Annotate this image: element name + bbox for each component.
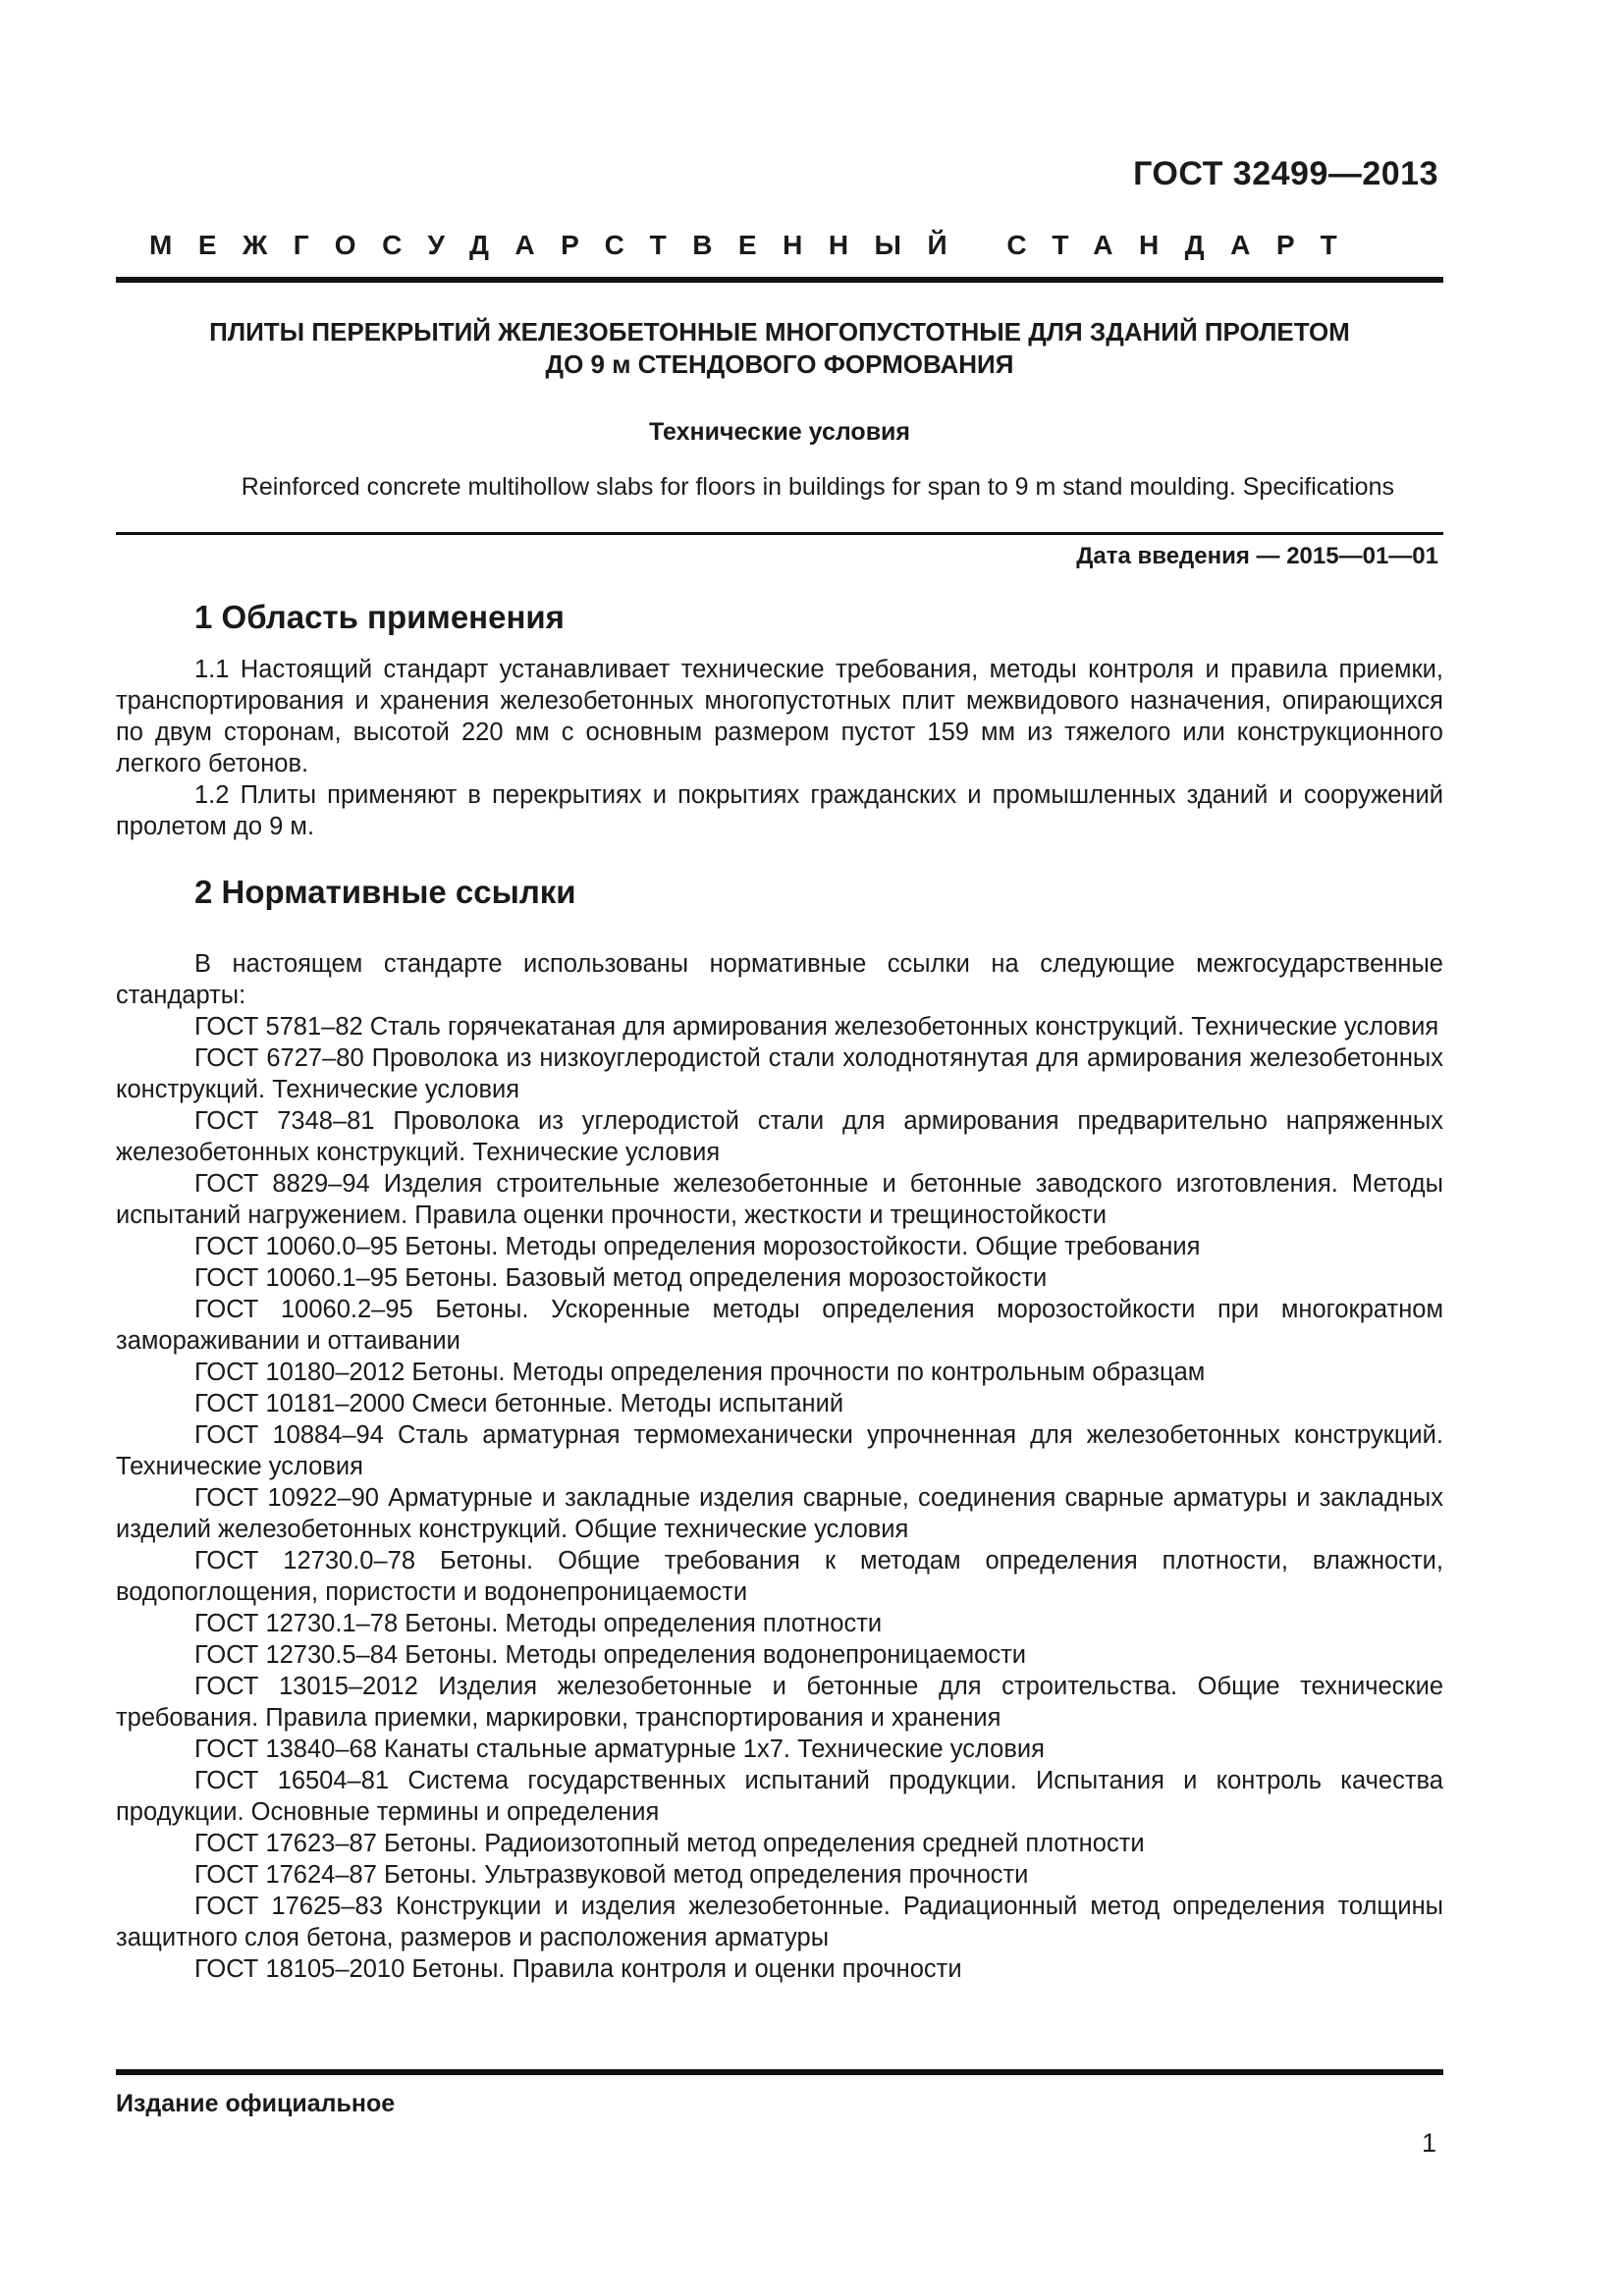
reference-item: ГОСТ 10884–94 Сталь арматурная термомеханически упрочненная для железобетонных конструкций. Технические условия <box>116 1421 1443 1480</box>
reference-item: ГОСТ 17625–83 Конструкции и изделия железобетонные. Радиационный метод определения толщины защитного слоя бетона, размеров и расположения арматуры <box>116 1893 1443 1951</box>
reference-item: ГОСТ 17624–87 Бетоны. Ультразвуковой метод определения прочности <box>194 1861 1029 1889</box>
reference-item: ГОСТ 10060.1–95 Бетоны. Базовый метод определения морозостойкости <box>194 1264 1048 1292</box>
reference-item: ГОСТ 7348–81 Проволока из углеродистой стали для армирования предварительно напряженных железобетонных конструкций. Технические условия <box>116 1107 1443 1166</box>
reference-item: ГОСТ 6727–80 Проволока из низкоуглеродистой стали холоднотянутая для армирования железобетонных конструкций. Технические условия <box>116 1044 1443 1103</box>
reference-item: ГОСТ 12730.1–78 Бетоны. Методы определения плотности <box>194 1610 883 1637</box>
section-2-intro: В настоящем стандарте использованы нормативные ссылки на следующие межгосударственные стандарты: <box>116 950 1443 1009</box>
reference-item: ГОСТ 16504–81 Система государственных испытаний продукции. Испытания и контроль качества продукции. Основные термины и определения <box>116 1767 1443 1826</box>
reference-item: ГОСТ 10922–90 Арматурные и закладные изделия сварные, соединения сварные арматуры и закладных изделий железобетонных конструкций. Общие технические условия <box>116 1484 1443 1543</box>
introduction-date: Дата введения — 2015—01—01 <box>1076 543 1438 569</box>
official-edition-label: Издание официальное <box>116 2090 396 2117</box>
paragraph-1-2: 1.2 Плиты применяют в перекрытиях и покрытиях гражданских и промышленных зданий и сооружений пролетом до 9 м. <box>116 781 1443 840</box>
reference-item: ГОСТ 8829–94 Изделия строительные железобетонные и бетонные заводского изготовления. Методы испытаний нагружением. Правила оценки прочности, жесткости и трещиностойкости <box>116 1170 1443 1229</box>
title-rule <box>116 532 1443 535</box>
document-title <box>116 316 1443 381</box>
reference-item: ГОСТ 10180–2012 Бетоны. Методы определения прочности по контрольным образцам <box>194 1359 1206 1386</box>
reference-item: ГОСТ 10181–2000 Смеси бетонные. Методы испытаний <box>194 1390 844 1417</box>
english-title: Reinforced concrete multihollow slabs for floors in buildings for span to 9 m stand moulding. Specifications <box>241 473 1394 501</box>
reference-item: ГОСТ 10060.2–95 Бетоны. Ускоренные методы определения морозостойкости при многократном замораживании и оттаивании <box>116 1296 1443 1355</box>
title-line-1: ПЛИТЫ ПЕРЕКРЫТИЙ ЖЕЛЕЗОБЕТОННЫЕ МНОГОПУСТОТНЫЕ ДЛЯ ЗДАНИЙ ПРОЛЕТОМ <box>209 317 1350 347</box>
reference-item: ГОСТ 10060.0–95 Бетоны. Методы определения морозостойкости. Общие требования <box>194 1233 1201 1260</box>
interstate-standard-label: МЕЖГОСУДАРСТВЕННЫЙ СТАНДАРТ <box>149 230 1364 260</box>
section-2-body <box>116 948 1443 1985</box>
document-subtitle: Технические условия <box>648 418 911 446</box>
section-1-body <box>116 654 1443 842</box>
reference-item: ГОСТ 12730.5–84 Бетоны. Методы определения водонепроницаемости <box>194 1641 1026 1669</box>
page-number: 1 <box>1421 2128 1436 2158</box>
reference-item: ГОСТ 18105–2010 Бетоны. Правила контроля и оценки прочности <box>194 1955 962 1983</box>
section-2-heading: 2 Нормативные ссылки <box>194 874 576 910</box>
document-number: ГОСТ 32499—2013 <box>1133 155 1438 192</box>
reference-item: ГОСТ 13840–68 Канаты стальные арматурные 1х7. Технические условия <box>194 1735 1045 1763</box>
header-rule <box>116 277 1443 283</box>
reference-item: ГОСТ 17623–87 Бетоны. Радиоизотопный метод определения средней плотности <box>194 1830 1145 1857</box>
section-1-heading: 1 Область применения <box>194 599 565 635</box>
title-line-2: ДО 9 м СТЕНДОВОГО ФОРМОВАНИЯ <box>545 349 1014 379</box>
footer-rule <box>116 2069 1443 2075</box>
paragraph-1-1: 1.1 Настоящий стандарт устанавливает технические требования, методы контроля и правила приемки, транспортирования и хранения железобетонных многопустотных плит межвидового назначения, опирающихся по двум сторонам, высотой 220 мм с основным размером пустот 159 мм из тяжелого или конструкционного легкого бетонов. <box>116 656 1443 777</box>
reference-item: ГОСТ 5781–82 Сталь горячекатаная для армирования железобетонных конструкций. Технические условия <box>194 1013 1439 1041</box>
reference-item: ГОСТ 12730.0–78 Бетоны. Общие требования к методам определения плотности, влажности, водопоглощения, пористости и водонепроницаемости <box>116 1547 1443 1606</box>
reference-item: ГОСТ 13015–2012 Изделия железобетонные и бетонные для строительства. Общие технические требования. Правила приемки, маркировки, транспортирования и хранения <box>116 1673 1443 1732</box>
